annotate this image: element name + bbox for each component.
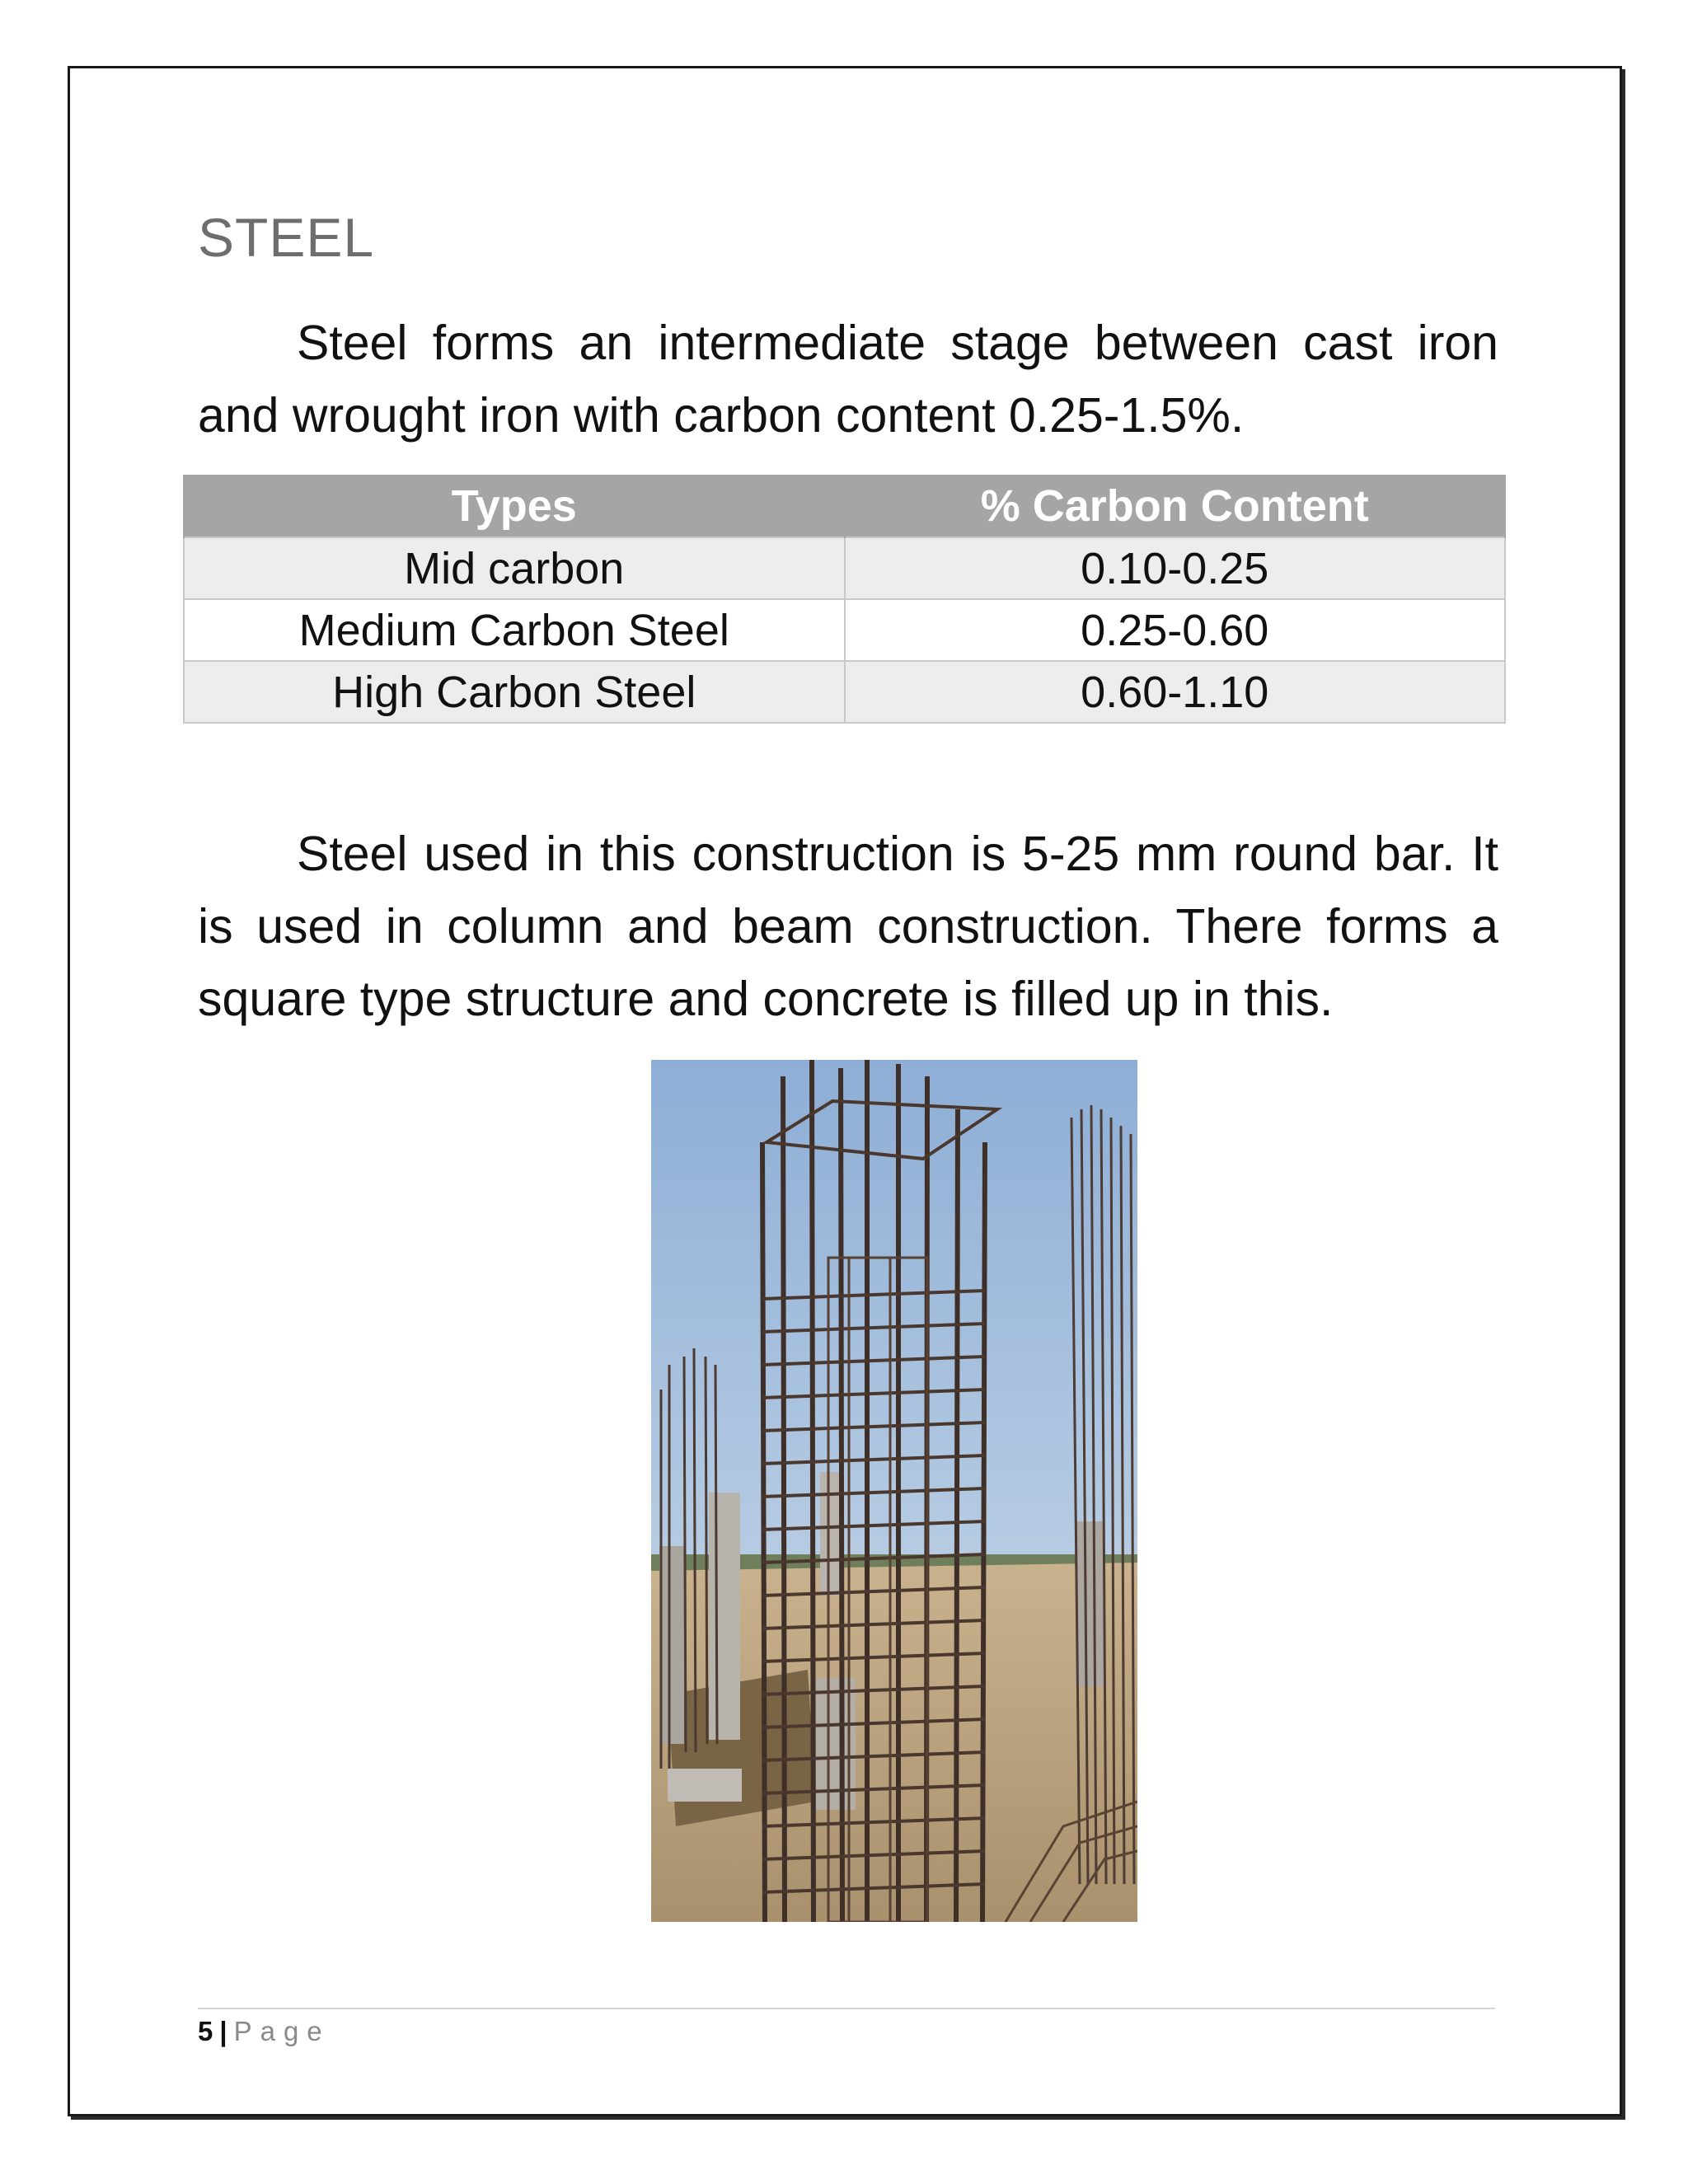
header-types: Types xyxy=(184,475,845,537)
page-label: Page xyxy=(233,2016,331,2046)
page-number: 5 xyxy=(198,2016,213,2046)
cell-carbon: 0.10-0.25 xyxy=(845,537,1506,599)
table-row xyxy=(184,661,1505,723)
table-row xyxy=(184,537,1505,599)
cell-type: High Carbon Steel xyxy=(184,661,845,723)
footer-separator: | xyxy=(219,2016,227,2046)
table-row xyxy=(184,599,1505,661)
header-carbon-content: % Carbon Content xyxy=(845,475,1506,537)
cell-carbon: 0.60-1.10 xyxy=(845,661,1506,723)
steel-column-photo xyxy=(651,1060,1137,1922)
page-footer xyxy=(198,2011,331,2052)
cell-type: Medium Carbon Steel xyxy=(184,599,845,661)
carbon-content-table xyxy=(183,475,1506,724)
cell-carbon: 0.25-0.60 xyxy=(845,599,1506,661)
table-header-row xyxy=(184,475,1505,537)
intro-paragraph: Steel forms an intermediate stage between cast iron and wrought iron with carbon content 0.25-1.5%. xyxy=(198,316,1498,443)
footer-divider xyxy=(198,2008,1495,2009)
cell-type: Mid carbon xyxy=(184,537,845,599)
body-paragraph: Steel used in this construction is 5-25 mm round bar. It is used in column and beam construction. There forms a square type structure and concrete is filled up in this. xyxy=(198,827,1498,1026)
section-heading: STEEL xyxy=(198,207,375,268)
